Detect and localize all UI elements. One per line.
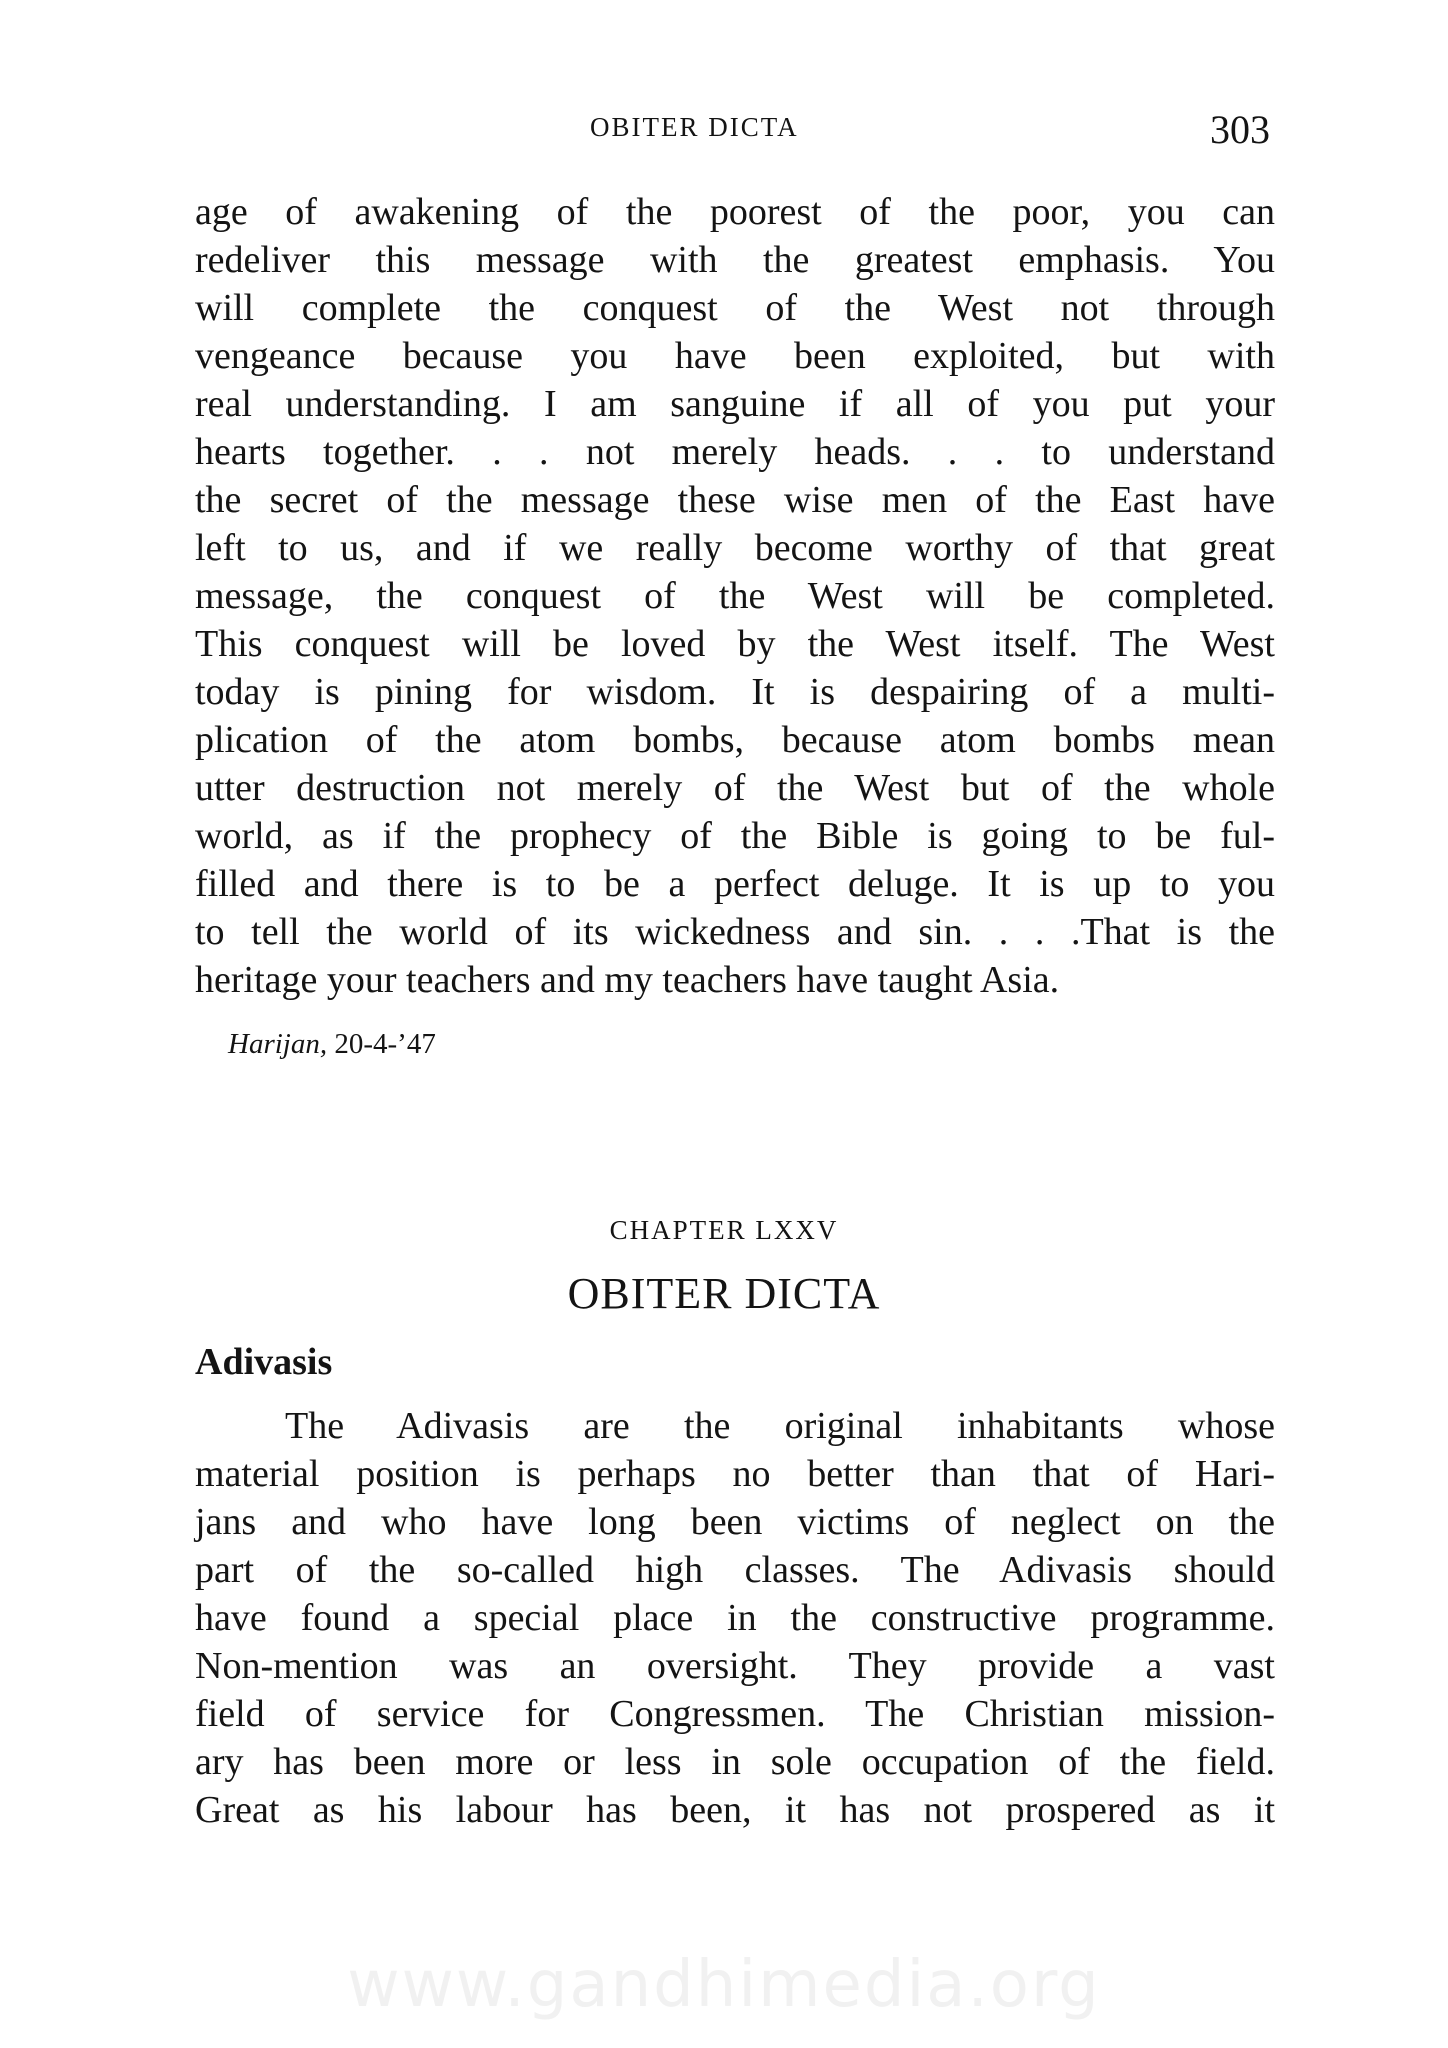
text-line: Great as his labour has been, it has not prospered as it	[195, 1789, 1275, 1831]
text-line: today is pining for wisdom. It is despairing of a multi-	[195, 671, 1275, 713]
text-line: left to us, and if we really become worthy of that great	[195, 527, 1275, 569]
text-line: part of the so-called high classes. The Adivasis should	[195, 1549, 1275, 1591]
text-line: material position is perhaps no better than that of Hari-	[195, 1453, 1275, 1495]
chapter-title: OBITER DICTA	[567, 1269, 881, 1318]
text-line: have found a special place in the constructive programme.	[195, 1597, 1275, 1639]
text-line: to tell the world of its wickedness and sin. . . .That is the	[195, 911, 1275, 953]
text-line: Non-mention was an oversight. They provide a vast	[195, 1645, 1275, 1687]
text-line: filled and there is to be a perfect deluge. It is up to you	[195, 863, 1275, 905]
text-line: utter destruction not merely of the West but of the whole	[195, 767, 1275, 809]
text-line: ary has been more or less in sole occupation of the field.	[195, 1741, 1275, 1783]
running-head: OBITER DICTA	[590, 112, 799, 142]
citation	[228, 1028, 436, 1061]
text-line: The Adivasis are the original inhabitants whose	[285, 1405, 1275, 1447]
passage-text	[195, 188, 1275, 1004]
citation-date: 20-4-’47	[334, 1028, 436, 1060]
text-line: This conquest will be loved by the West itself. The West	[195, 623, 1275, 665]
text-line: jans and who have long been victims of neglect on the	[195, 1501, 1275, 1543]
text-line: plication of the atom bombs, because atom bombs mean	[195, 719, 1275, 761]
text-line: world, as if the prophecy of the Bible is going to be ful-	[195, 815, 1275, 857]
citation-source: Harijan,	[228, 1028, 328, 1060]
chapter-number: CHAPTER LXXV	[609, 1215, 839, 1245]
text-line: message, the conquest of the West will be completed.	[195, 575, 1275, 617]
watermark: www.gandhimedia.org	[347, 1948, 1101, 2022]
text-line: age of awakening of the poorest of the poor, you can	[195, 191, 1275, 233]
section-heading: Adivasis	[195, 1341, 333, 1383]
section-text	[195, 1402, 1275, 1834]
text-line: will complete the conquest of the West not through	[195, 287, 1275, 329]
page-number: 303	[1210, 107, 1270, 152]
text-line: real understanding. I am sanguine if all of you put your	[195, 383, 1275, 425]
text-line: hearts together. . . not merely heads. . . to understand	[195, 431, 1275, 473]
text-line: redeliver this message with the greatest emphasis. You	[195, 239, 1275, 281]
text-line: heritage your teachers and my teachers have taught Asia.	[195, 959, 1060, 1001]
text-line: the secret of the message these wise men of the East have	[195, 479, 1275, 521]
text-line: vengeance because you have been exploited, but with	[195, 335, 1275, 377]
text-line: field of service for Congressmen. The Christian mission-	[195, 1693, 1275, 1735]
